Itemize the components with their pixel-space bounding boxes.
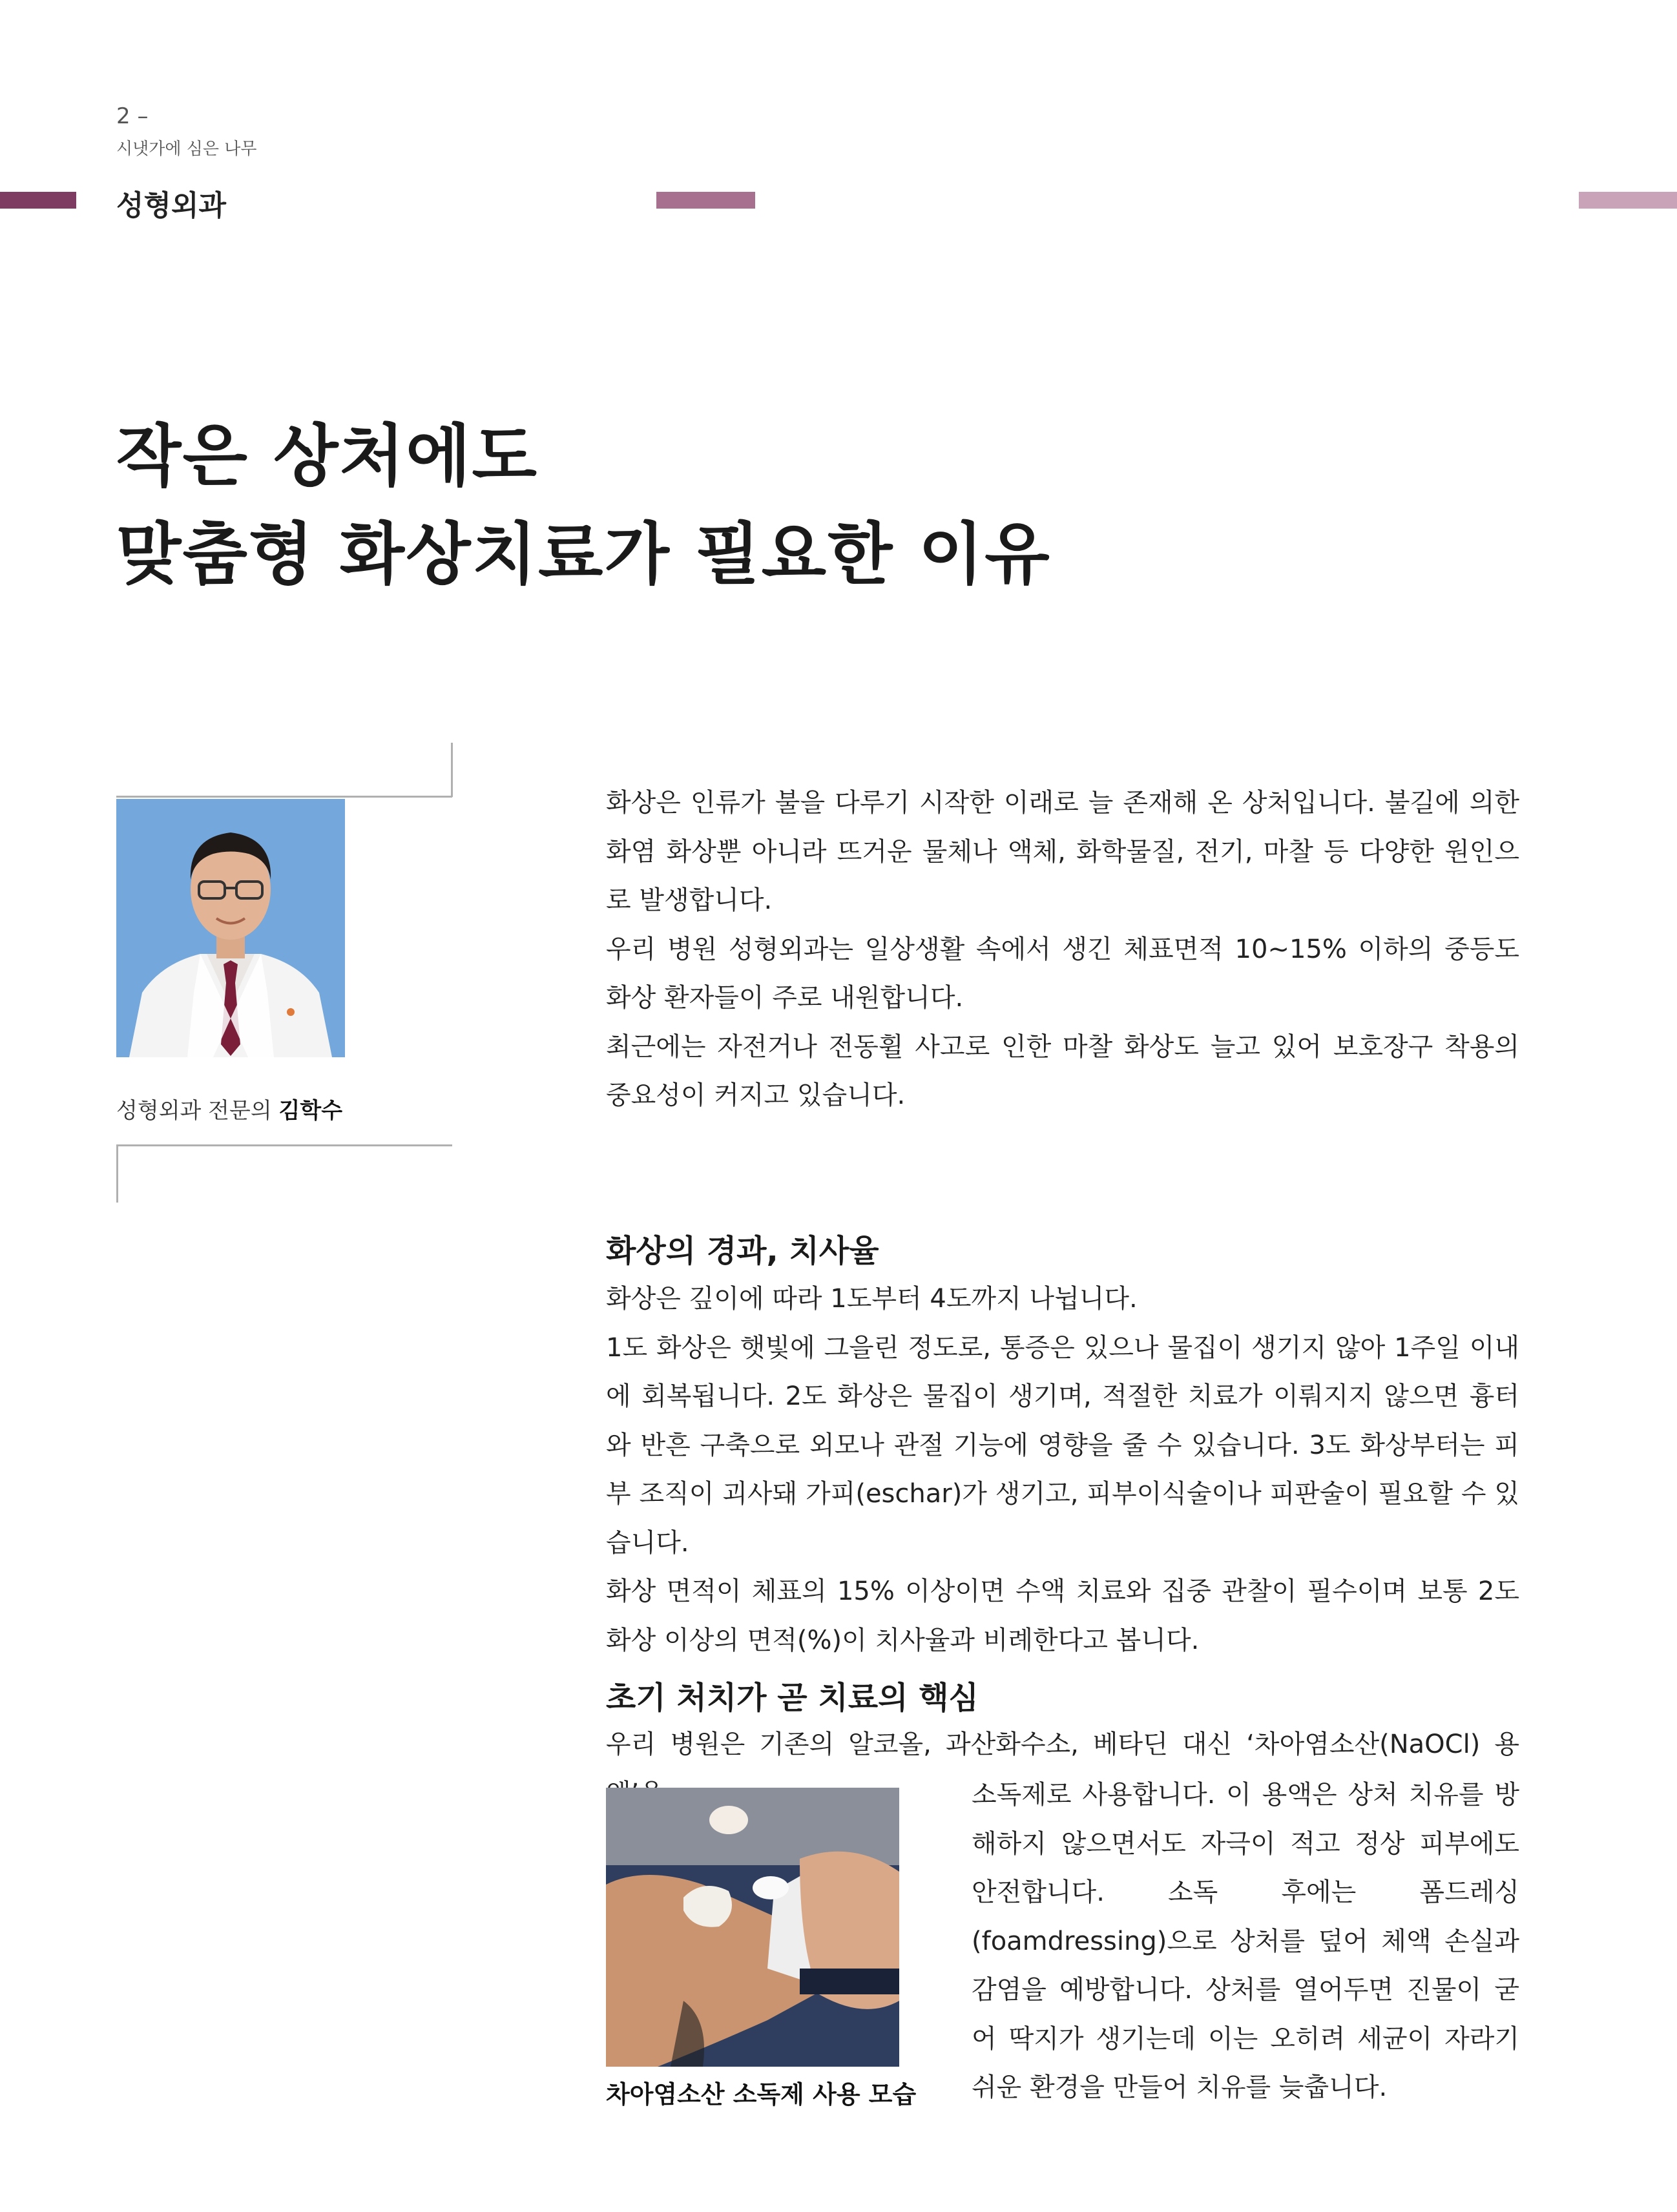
section-paragraph: 화상 면적이 체표의 15% 이상이면 수액 치료와 집중 관찰이 필수이며 보통 2도 화상 이상의 면적(%)이 치사율과 비례한다고 봅니다.: [606, 1576, 1519, 1655]
disinfectant-illustration: [606, 1788, 899, 2067]
disinfectant-photo: [606, 1788, 899, 2067]
doctor-photo: [116, 799, 345, 1057]
section-paragraph: 화상은 깊이에 따라 1도부터 4도까지 나뉩니다.: [606, 1284, 1138, 1314]
page-number: 2 –: [116, 103, 149, 129]
section-heading-initial-care: 초기 처치가 곧 치료의 핵심: [606, 1680, 979, 1716]
disinfectant-photo-caption: 차아염소산 소독제 사용 모습: [606, 2080, 917, 2109]
doctor-name: 김학수: [278, 1098, 343, 1124]
photo-frame-top: [116, 796, 452, 798]
department-label: 성형외과: [116, 189, 227, 222]
section-heading-burn-course: 화상의 경과, 치사율: [606, 1233, 879, 1269]
photo-frame-bottom-corner: [116, 1144, 118, 1203]
intro-paragraph: 화상은 인류가 불을 다루기 시작한 이래로 늘 존재해 온 상처입니다. 불길에 의한 화염 화상뿐 아니라 뜨거운 물체나 액체, 화학물질, 전기, 마찰 등 다양한 원인으로 발생합니다.: [606, 788, 1519, 915]
doctor-portrait-illustration: [116, 799, 345, 1057]
intro-paragraph: 우리 병원 성형외과는 일상생활 속에서 생긴 체표면적 10~15% 이하의 중등도 화상 환자들이 주로 내원합니다.: [606, 934, 1519, 1013]
photo-frame-bottom: [116, 1144, 452, 1146]
accent-bar-center: [656, 192, 755, 209]
title-line-1: 작은 상처에도: [116, 417, 538, 495]
photo-frame-top-corner: [451, 743, 453, 797]
article-title: [116, 407, 1051, 603]
accent-bar-left: [0, 192, 76, 209]
title-line-2: 맞춤형 화상치료가 필요한 이유: [116, 515, 1051, 594]
section-paragraph: 1도 화상은 햇빛에 그을린 정도로, 통증은 있으나 물집이 생기지 않아 1주일 이내에 회복됩니다. 2도 화상은 물집이 생기며, 적절한 치료가 이뤄지지 않으면 흉터와 반흔 구축으로 외모나 관절 기능에 영향을 줄 수 있습니다. 3도 화상부터는 피부 조직이 괴사돼 가피(eschar)가 생기고, 피부이식술이나 피판술이 필요할 수 있습니다.: [606, 1332, 1519, 1558]
doctor-role: 성형외과 전문의: [116, 1098, 272, 1124]
intro-paragraph: 최근에는 자전거나 전동휠 사고로 인한 마찰 화상도 늘고 있어 보호장구 착용의 중요성이 커지고 있습니다.: [606, 1031, 1519, 1110]
publication-name: 시냇가에 심은 나무: [116, 140, 257, 159]
doctor-caption: [116, 1093, 342, 1124]
accent-bar-right: [1579, 192, 1677, 209]
section-burn-course-text: [606, 1275, 1519, 1665]
section-initial-care-text: 소독제로 사용합니다. 이 용액은 상처 치유를 방해하지 않으면서도 자극이 적고 정상 피부에도 안전합니다. 소독 후에는 폼드레싱(foamdressing)으로 상처를 덮어 체액 손실과 감염을 예방합니다. 상처를 열어두면 진물이 굳어 딱지가 생기는데 이는 오히려 세균이 자라기 쉬운 환경을 만들어 치유를 늦춥니다.: [972, 1780, 1519, 2102]
section-initial-care-first-line: 우리 병원은 기존의 알코올, 과산화수소, 베타딘 대신 ‘차아염소산(NaOCl) 용: [606, 1730, 1519, 1759]
intro-text: [606, 779, 1519, 1121]
